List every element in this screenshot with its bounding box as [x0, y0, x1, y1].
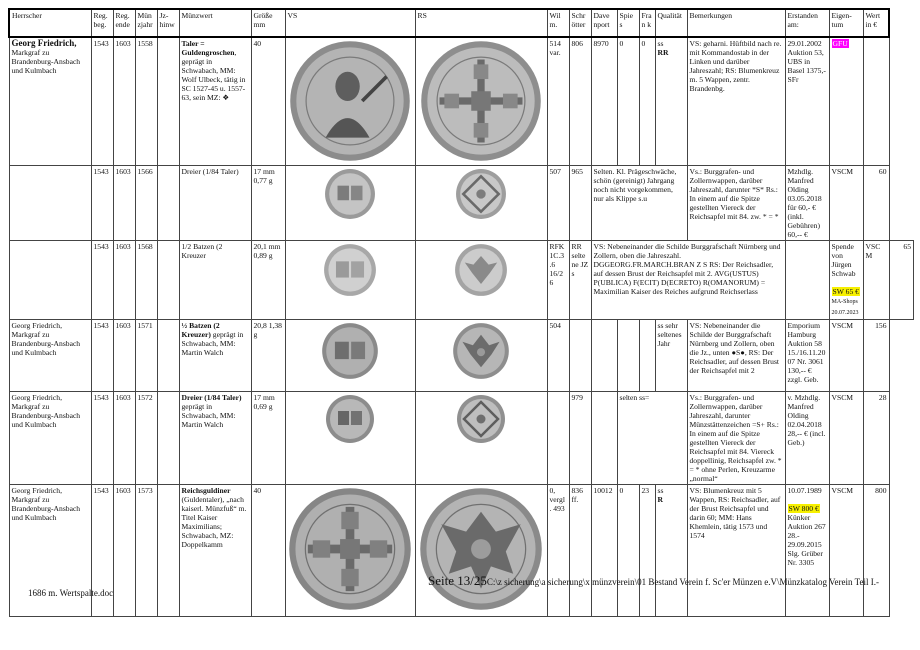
remarks: VS: Nebeneinander die Schilde Burggrafschaft Nürnberg und Zollern, oben die Jahreszahl. DGGEORG.FR.MARCH.BRAN Z S RS: Der Reichsadler, auf dessen Brust der Reichsapfel mit 2. AVG(USTUS) P(UBLICA) F(ECIT) D(ECRETO) R(OMANORUM) = Maximilian Kaiser des Reiches aufgrund Reichserlass: [591, 240, 785, 319]
mint-year: 1573: [135, 484, 157, 616]
reg-ende: 1603: [113, 165, 135, 240]
col-munzwert: Münzwert: [179, 9, 251, 37]
remarks: Vs.: Burggrafen- und Zollernwappen, darüber Jahreszahl, darunter *S* Rs.: In einem auf die Spitze gestellten Viereck der Reichsapfel mit 84. zw. * = *: [687, 165, 785, 240]
owner: VSCM: [829, 319, 863, 391]
mint-year: 1566: [135, 165, 157, 240]
coin-reverse-image: [452, 322, 510, 380]
denomination-details: (Guldentaler), „nach kaiserl. Münzfuß“ m. Titel Kaiser Maximilians; Schwabach, MZ: Doppelkamm: [181, 494, 247, 549]
col-wil: Wil m.: [547, 9, 569, 37]
reg-ende: 1603: [113, 484, 135, 616]
coin-obverse-image: [321, 322, 379, 380]
header-row: [9, 9, 914, 37]
quality-notes: Selten. Kl. Prägeschwäche, schön (gereinigt) Jahrgang noch nicht vorgekommen, nur als Klippe s.u: [591, 165, 687, 240]
col-rs: RS: [415, 9, 547, 37]
schroetter: 806: [569, 37, 591, 165]
denomination: Dreier (1/84 Taler): [181, 392, 242, 402]
spies: selten ss=: [617, 391, 687, 484]
denomination: 1/2 Batzen (2 Kreuzer: [179, 240, 251, 319]
frank: 0: [639, 37, 655, 165]
col-erstanden: Erstanden am:: [785, 9, 829, 37]
mint-year: 1558: [135, 37, 157, 165]
quality: ss: [657, 39, 664, 48]
col-jz-hinw: Jz-hinw: [157, 9, 179, 37]
rarity: R: [657, 494, 663, 504]
mint-year: 1571: [135, 319, 157, 391]
reg-beg: 1543: [91, 319, 113, 391]
coin-obverse-image: [325, 394, 375, 444]
coin-reverse-image: [419, 487, 543, 611]
remarks: VS: geharni. Hüftbild nach re. mit Kommandostab in der Linken und darüber Jahreszahl; RS: Blumenkreuz m. 5 Wappen, zentr. Brandenbg.: [687, 37, 785, 165]
remarks: VS: Blumenkreuz mit 5 Wappen, RS: Reichsadler, auf der Brust Reichsapfel und darin 60; MM: Hans Khemlein, tätig 1573 und 1574: [687, 484, 785, 616]
value: 800: [863, 484, 889, 616]
owner: VSCM: [829, 484, 863, 616]
owner: VSCM: [829, 165, 863, 240]
wilmersdoerffer: 0, vergl . 493: [547, 484, 569, 616]
col-qualitat: Qualität: [655, 9, 687, 37]
spies: 0: [617, 484, 639, 616]
remarks: VS: Nebeneinander die Schilde der Burggrafschaft Nürnberg und Zollern, oben die Jz., unten ●S●, RS: Der Reichsadler, auf dessen Brust der Reichsapfel mit 2: [687, 319, 785, 391]
davenport: 10012: [591, 484, 617, 616]
quality: ss: [657, 485, 664, 495]
schroetter: 979: [569, 391, 591, 484]
size: 40: [251, 37, 285, 165]
page-footer: [428, 573, 879, 589]
denomination-details: geprägt in Schwabach, MM: Martin Walch: [181, 401, 236, 429]
table-row: [9, 37, 914, 165]
mint-year: 1568: [135, 240, 157, 319]
estimated-value-badge: SW 800 €: [788, 503, 819, 513]
ruler: Georg Friedrich, Markgraf zu Brandenburg-Ansbach und Kulmbach: [9, 484, 91, 616]
file-name: 1686 m. Wertspalte.doc: [28, 588, 114, 598]
frank: 23: [639, 484, 655, 616]
value: 65: [889, 240, 914, 319]
rarity: RR: [657, 48, 669, 57]
ruler-name: Georg Friedrich,: [11, 38, 77, 48]
wilmersdoerffer: RFK 1C.3 .6 16/2 6: [547, 240, 569, 319]
size: 17 mm 0,69 g: [251, 391, 285, 484]
owner: VSCM: [829, 391, 863, 484]
mint-year: 1572: [135, 391, 157, 484]
denomination-details: , geprägt in Schwabach, MM: Wolf Ulbeck, tätig in SC 1527-45 u. 1557-63, sein MZ: ❖: [181, 48, 246, 102]
file-path: C:\z sicherung\a sicherung\x münzverein\01 Bestand Verein f. Sc'er Münzen e.V\Münzkatalog Verein Teil I.-: [486, 577, 879, 587]
coin-reverse-image: [456, 394, 506, 444]
ruler: Georg Friedrich, Markgraf zu Brandenburg-Ansbach und Kulmbach: [9, 391, 91, 484]
size: 40: [251, 484, 285, 616]
schroetter: RR seltene JZ s: [569, 240, 591, 319]
coin-catalog-table: [8, 8, 914, 617]
col-davenport: Dave nport: [591, 9, 617, 37]
reg-ende: 1603: [113, 391, 135, 484]
owner-badge: GFU: [832, 39, 848, 48]
table-row: [9, 391, 914, 484]
reg-beg: 1543: [91, 484, 113, 616]
remarks: Vs.: Burggrafen- und Zollernwappen, darüber Jahreszahl, darunter Münzstättenzeichen =S+ Rs.: In einem auf die Spitze gestellten Viereck der Reichsapfel mit 84. Viereck doppellinig, Reichsapfel zw. * = * ohne Perlen, Kreuzarme „normal“: [687, 391, 785, 484]
col-munzjahr: Mün zjahr: [135, 9, 157, 37]
coin-obverse-image: [288, 487, 412, 611]
reg-beg: 1543: [91, 240, 113, 319]
value: 28: [863, 391, 889, 484]
acquired: Spende von Jürgen Schwab: [831, 241, 856, 278]
acquired: Emporium Hamburg Auktion 58 15./16.11.20 07 Nr. 3061 130,-- € zzgl. Geb.: [785, 319, 829, 391]
value: 156: [863, 319, 889, 391]
wilmersdoerffer: 514 var.: [547, 37, 569, 165]
ruler: Georg Friedrich, Markgraf zu Brandenburg-Ansbach und Kulmbach: [9, 319, 91, 391]
acquired: Mzhdlg. Manfred Olding 03.05.2018 für 60,- € (inkl. Gebühren) 60,-- €: [785, 165, 829, 240]
coin-reverse-image: [420, 40, 542, 162]
reg-ende: 1603: [113, 319, 135, 391]
value: [863, 37, 889, 165]
denomination: Dreier (1/84 Taler): [179, 165, 251, 240]
schroetter: 965: [569, 165, 591, 240]
denomination: Taler = Guldengroschen: [181, 39, 235, 57]
col-spies: Spie s: [617, 9, 639, 37]
coin-obverse-image: [289, 40, 411, 162]
spies: 0: [617, 37, 639, 165]
size: 20,1 mm 0,89 g: [251, 240, 285, 319]
reg-ende: 1603: [113, 37, 135, 165]
wilmersdoerffer: 507: [547, 165, 569, 240]
value: 60: [863, 165, 889, 240]
schroetter: 836 ff.: [569, 484, 591, 616]
reg-beg: 1543: [91, 37, 113, 165]
owner: VSCM: [863, 240, 889, 319]
wilmersdoerffer: 504: [547, 319, 569, 391]
denomination: Reichsguldiner: [181, 485, 231, 495]
col-vs: VS: [285, 9, 415, 37]
acquired: 10.07.1989: [787, 485, 822, 495]
table-row: [9, 319, 914, 391]
col-herrscher: Herrscher: [9, 9, 91, 37]
reg-beg: 1543: [91, 391, 113, 484]
col-reg-beg: Reg. beg.: [91, 9, 113, 37]
acquired-source: Künker Auktion 267 28.- 29.09.2015 Slg. Grüber Nr. 3305: [787, 512, 826, 567]
acquired: v. Mzhdlg. Manfred Olding 02.04.2018 28,-- € (incl. Geb.): [785, 391, 829, 484]
table-row: [9, 240, 914, 319]
quality: ss sehr seltenes Jahr: [655, 319, 687, 391]
coin-obverse-image: [324, 168, 376, 220]
acquired-source: MA-Shops 20.07.2023: [831, 298, 859, 316]
page-number: Seite 13/25: [428, 573, 487, 588]
coin-reverse-image: [455, 168, 507, 220]
table-row: [9, 484, 914, 616]
acquired: 29.01.2002 Auktion 53, UBS in Basel 1375,- SFr: [785, 37, 829, 165]
col-eigentum: Eigen- tum: [829, 9, 863, 37]
coin-obverse-image: [323, 243, 377, 297]
denomination: ½ Batzen (2 Kreuzer): [181, 320, 220, 339]
col-reg-ende: Reg. ende: [113, 9, 135, 37]
estimated-value-badge: SW 65 €: [832, 286, 859, 296]
reg-beg: 1543: [91, 165, 113, 240]
davenport: 8970: [591, 37, 617, 165]
col-frank: Fran k: [639, 9, 655, 37]
size: 17 mm 0,77 g: [251, 165, 285, 240]
size: 20,8 1,38 g: [251, 319, 285, 391]
reg-ende: 1603: [113, 240, 135, 319]
coin-reverse-image: [454, 243, 508, 297]
col-wert: Wert in €: [863, 9, 889, 37]
col-schroetter: Schr ötter: [569, 9, 591, 37]
col-bemerkungen: Bemerkungen: [687, 9, 785, 37]
ruler-title: Markgraf zu Brandenburg-Ansbach und Kulmbach: [11, 48, 81, 75]
col-grosse: Größe mm: [251, 9, 285, 37]
table-row: [9, 165, 914, 240]
denomination-details: geprägt in Schwabach, MM: Martin Walch: [181, 329, 244, 357]
